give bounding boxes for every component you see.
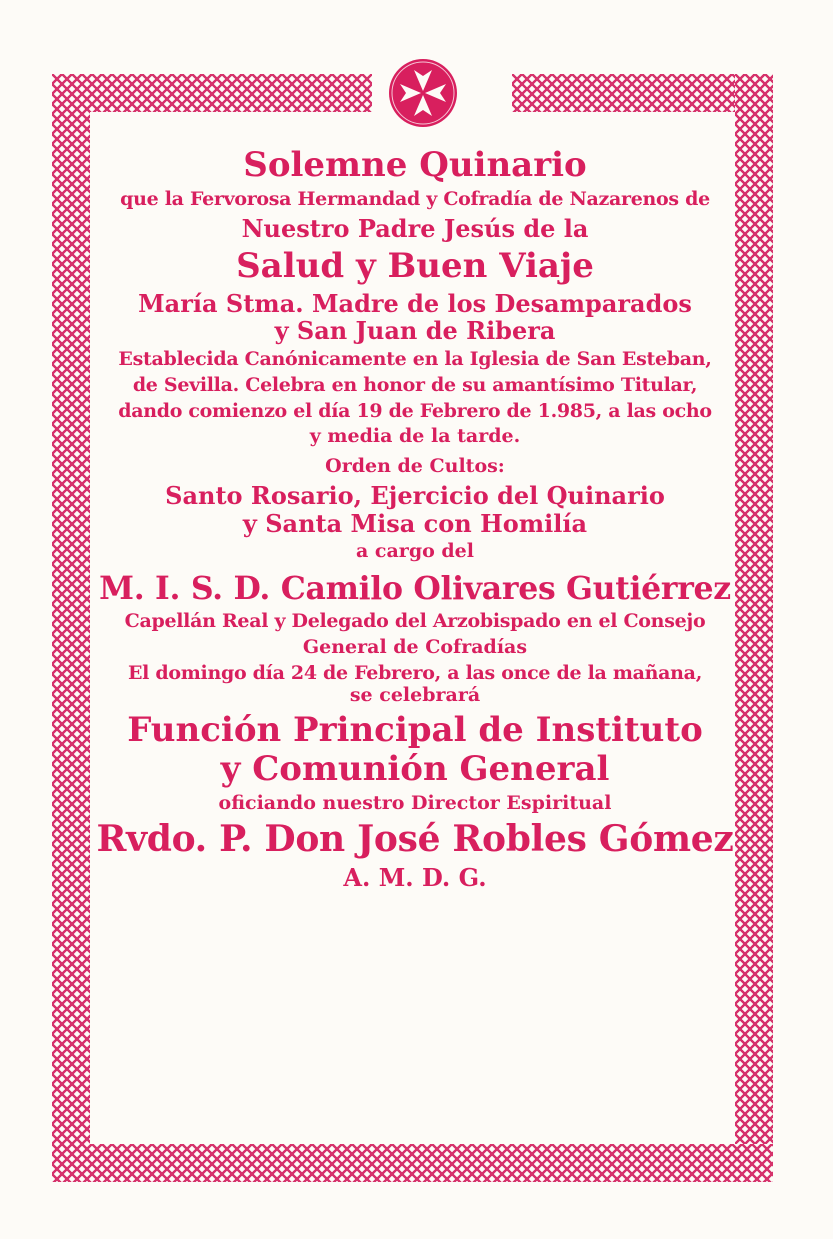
border-top-left xyxy=(52,74,372,112)
text-line: y San Juan de Ribera xyxy=(274,316,556,346)
text-line: General de Cofradías xyxy=(302,636,528,659)
text-line: se celebrará xyxy=(349,683,481,706)
maltese-cross-icon xyxy=(388,58,458,128)
border-bottom xyxy=(52,1144,773,1182)
text-line: oficiando nuestro Director Espiritual xyxy=(218,791,612,814)
text-line: Salud y Buen Viaje xyxy=(236,245,594,286)
text-line: y Santa Misa con Homilía xyxy=(242,508,588,538)
border-top-right xyxy=(512,74,773,112)
title: Solemne Quinario xyxy=(243,145,587,185)
text-line: a cargo del xyxy=(356,540,474,563)
text-line: Capellán Real y Delegado del Arzobispado en el Consejo xyxy=(124,610,706,633)
invitation-text xyxy=(95,140,735,892)
text-line: Nuestro Padre Jesús de la xyxy=(241,213,589,243)
border-right xyxy=(735,74,773,1182)
text-line: que la Fervorosa Hermandad y Cofradía de Nazarenos de xyxy=(120,188,710,211)
text-line: Orden de Cultos: xyxy=(325,455,505,478)
text-line: dando comienzo el día 19 de Febrero de 1.985, a las ocho xyxy=(118,399,712,422)
text-line: El domingo día 24 de Febrero, a las once de la mañana, xyxy=(127,661,703,684)
text-line: de Sevilla. Celebra en honor de su amantísimo Titular, xyxy=(132,373,698,396)
text-line: María Stma. Madre de los Desamparados xyxy=(138,288,692,318)
text-line: y Comunión General xyxy=(220,748,610,789)
border-left xyxy=(52,74,90,1182)
preacher-name: M. I. S. D. Camilo Olivares Gutiérrez xyxy=(99,570,731,608)
text-line: y media de la tarde. xyxy=(309,425,521,448)
text-line: Función Principal de Instituto xyxy=(127,709,703,750)
text-line: Santo Rosario, Ejercicio del Quinario xyxy=(165,481,665,511)
director-name: Rvdo. P. Don José Robles Gómez xyxy=(96,817,734,860)
text-line: A. M. D. G. xyxy=(343,863,487,893)
text-line: Establecida Canónicamente en la Iglesia de San Esteban, xyxy=(118,347,712,370)
